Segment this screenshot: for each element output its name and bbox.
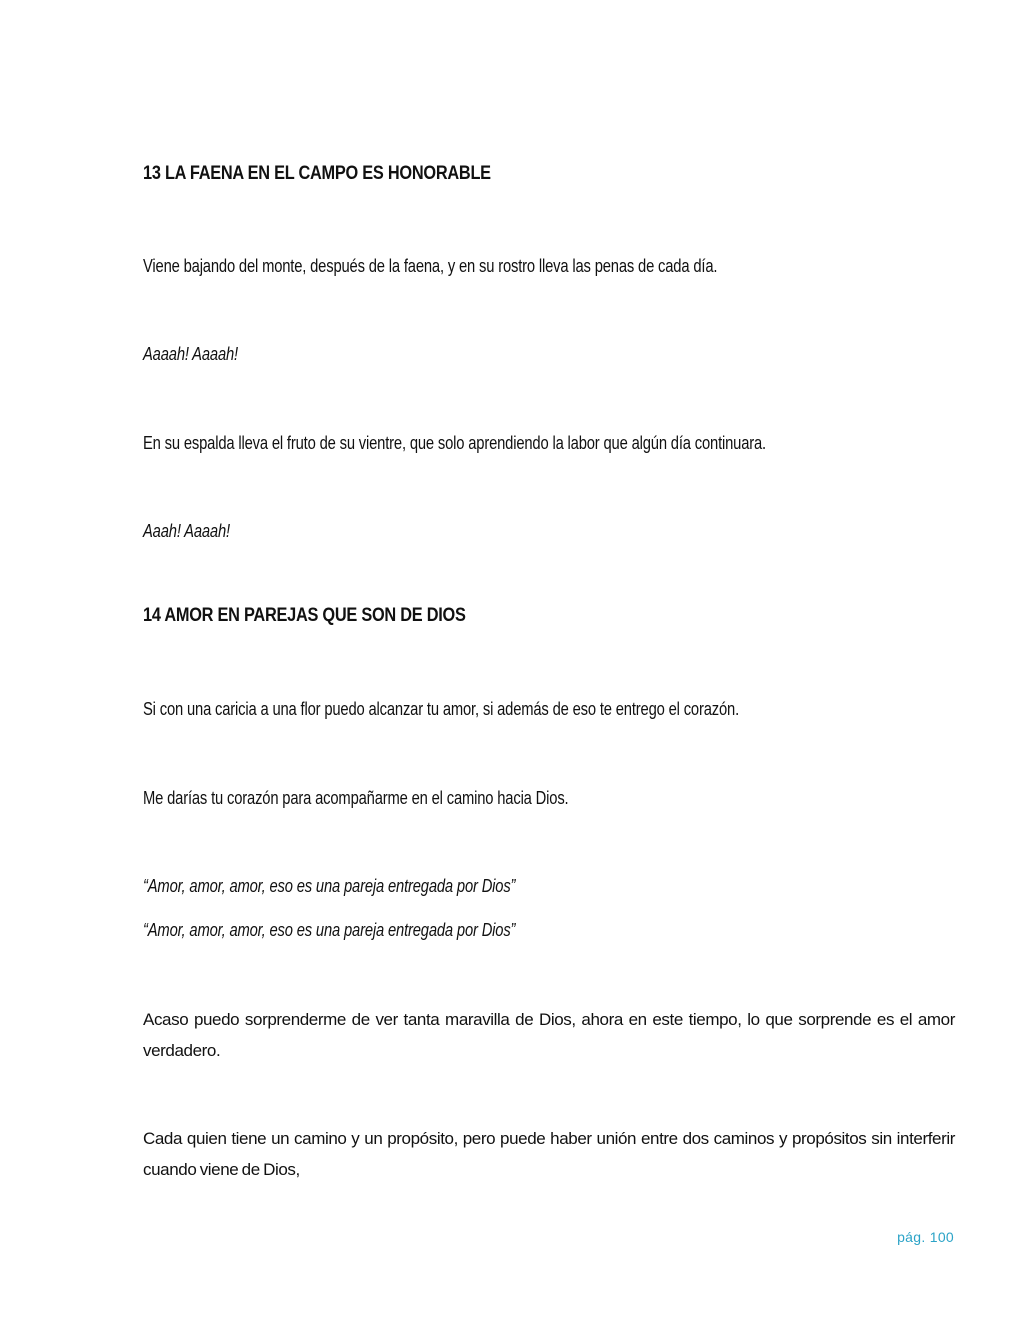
section-13-title: 13 LA FAENA EN EL CAMPO ES HONORABLE xyxy=(143,163,491,184)
section-14-paragraph-1: Si con una caricia a una flor puedo alcanzar tu amor, si además de eso te entrego el corazón. xyxy=(143,699,740,719)
section-13-paragraph-2: En su espalda lleva el fruto de su vientre, que solo aprendiendo la labor que algún día continuara. xyxy=(143,433,766,453)
section-14-chorus-2: “Amor, amor, amor, eso es una pareja entregada por Dios” xyxy=(143,920,516,940)
section-13-paragraph-1: Viene bajando del monte, después de la faena, y en su rostro lleva las penas de cada día. xyxy=(143,256,718,276)
section-13-chorus-1: Aaaah! Aaaah! xyxy=(143,344,238,364)
section-14-paragraph-4: Cada quien tiene un camino y un propósito, pero puede haber unión entre dos caminos y propósitos sin interferir cuando viene de Dios, xyxy=(143,1129,955,1179)
section-14-paragraph-2: Me darías tu corazón para acompañarme en el camino hacia Dios. xyxy=(143,788,569,808)
section-14-chorus-1: “Amor, amor, amor, eso es una pareja entregada por Dios” xyxy=(143,876,516,896)
page-number: pág. 100 xyxy=(897,1229,954,1245)
section-14-title: 14 AMOR EN PAREJAS QUE SON DE DIOS xyxy=(143,605,466,626)
section-13-chorus-2: Aaah! Aaaah! xyxy=(143,521,230,541)
section-14-paragraph-3: Acaso puedo sorprenderme de ver tanta maravilla de Dios, ahora en este tiempo, lo que sorprende es el amor verdadero. xyxy=(143,1010,955,1060)
